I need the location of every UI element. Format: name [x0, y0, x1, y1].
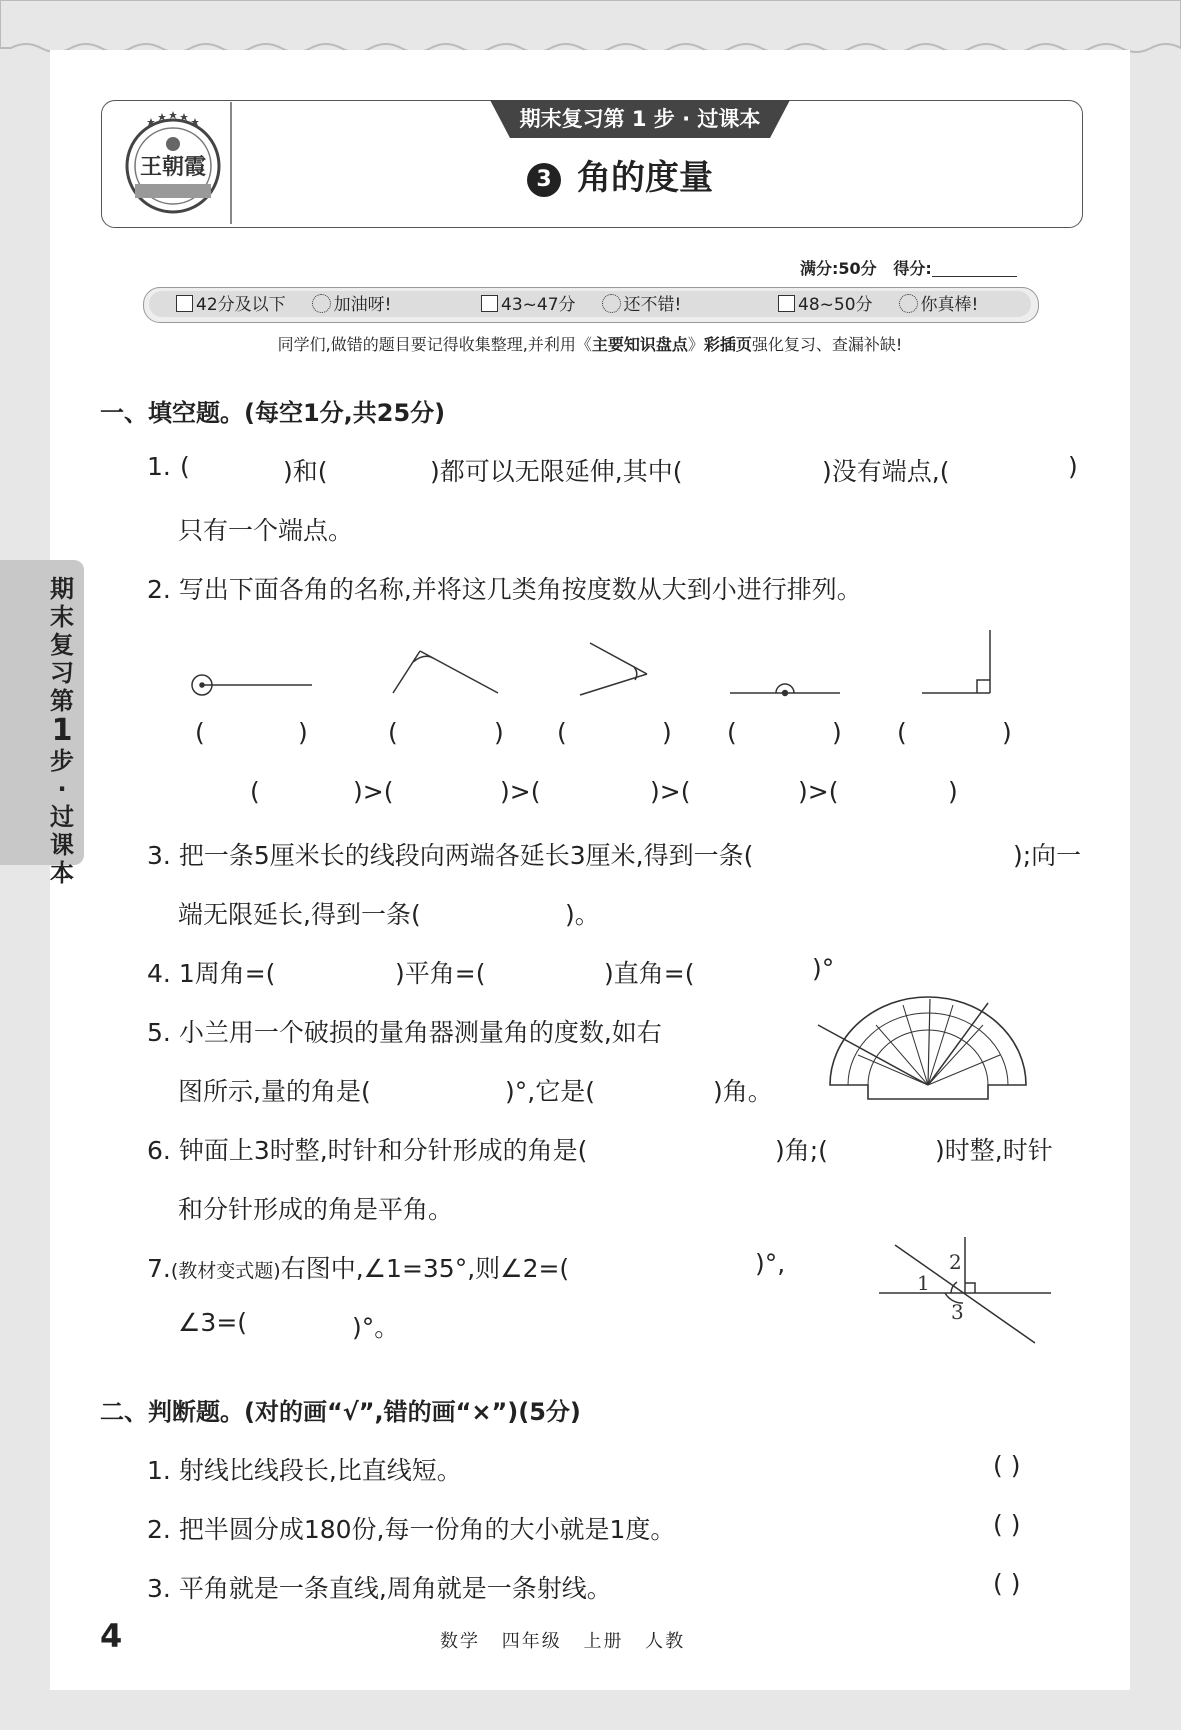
- q1-part: )都可以无限延伸,其中(: [430, 457, 683, 486]
- brand-logo-icon: [121, 108, 225, 218]
- q1-part: )没有端点,(: [822, 457, 950, 486]
- question-4: 4. 1周角=(: [147, 959, 276, 988]
- rating-range: 48~50分: [798, 295, 873, 315]
- question-3: 3. 把一条5厘米长的线段向两端各延长3厘米,得到一条(: [147, 841, 754, 870]
- title-number: 3: [527, 163, 561, 197]
- judge-blank[interactable]: ( ): [993, 1510, 1021, 1539]
- blank[interactable]: (: [388, 718, 398, 747]
- order-blank[interactable]: )>(: [650, 777, 691, 806]
- blank[interactable]: (: [195, 718, 205, 747]
- rating-msg: 还不错!: [623, 295, 682, 315]
- banner-text: 期末复习第 1 步 · 过课本: [519, 107, 761, 131]
- question-7: 7.(教材变式题)右图中,∠1=35°,则∠2=(: [147, 1254, 570, 1283]
- q6-line2: 和分针形成的角是平角。: [178, 1195, 454, 1224]
- checkbox[interactable]: [481, 295, 498, 312]
- q6-part: )时整,时针: [935, 1136, 1053, 1165]
- score-line: [800, 256, 1017, 279]
- section-heading: 二、判断题。(对的画“√”,错的画“×”)(5分): [100, 1398, 581, 1426]
- section-heading: 一、填空题。(每空1分,共25分): [100, 399, 446, 427]
- score-label: 得分:: [893, 259, 932, 278]
- rating-item: [778, 292, 978, 318]
- score-blank[interactable]: [932, 262, 1017, 277]
- q3-line2: 端无限延长,得到一条(: [178, 900, 421, 929]
- face-icon: [602, 294, 621, 313]
- judge-3: 3. 平角就是一条直线,周角就是一条射线。: [147, 1574, 612, 1603]
- rating-item: [176, 292, 391, 318]
- question-2: 2. 写出下面各角的名称,并将这几类角按度数从大到小进行排列。: [147, 575, 862, 604]
- paren: ): [494, 718, 504, 747]
- order-blank[interactable]: ): [948, 777, 958, 806]
- q3-end: );向一: [1013, 841, 1082, 870]
- checkbox[interactable]: [176, 295, 193, 312]
- blank[interactable]: (: [557, 718, 567, 747]
- q5-part: )°,它是(: [505, 1077, 595, 1106]
- footer-text: 数学 四年级 上册 人教: [440, 1631, 686, 1652]
- svg-text:王朝霞: 王朝霞: [139, 154, 207, 180]
- q4-part: )°: [812, 954, 835, 983]
- angle-figures: [180, 625, 1020, 710]
- page-title: [420, 150, 820, 199]
- q5-line2: 图所示,量的角是(: [178, 1077, 371, 1106]
- question-5: 5. 小兰用一个破损的量角器测量角的度数,如右: [147, 1018, 662, 1047]
- rating-item: [481, 292, 681, 318]
- face-icon: [899, 294, 918, 313]
- question-6: 6. 钟面上3时整,时针和分针形成的角是(: [147, 1136, 588, 1165]
- title-text: 角的度量: [577, 158, 713, 198]
- question-1: 1.: [147, 452, 171, 481]
- paren: ): [662, 718, 672, 747]
- q7-part: )°。: [352, 1313, 400, 1342]
- angle-label-3: 3: [951, 1300, 964, 1324]
- protractor-figure: [818, 995, 1038, 1105]
- rating-msg: 你真棒!: [920, 295, 979, 315]
- full-score: 满分:50分: [800, 259, 877, 278]
- notice-text: 同学们,做错的题目要记得收集整理,并利用《主要知识盘点》彩插页强化复习、查漏补缺!: [277, 335, 903, 354]
- checkbox[interactable]: [778, 295, 795, 312]
- angle-label-1: 1: [917, 1271, 930, 1295]
- rating-range: 43~47分: [501, 295, 576, 315]
- divider: [230, 102, 232, 224]
- order-blank[interactable]: )>(: [798, 777, 839, 806]
- q1-line1: (: [180, 452, 190, 481]
- side-tab-text: 期 末 复 习 第 1 步 · 过 课 本: [50, 575, 74, 887]
- rating-msg: 加油呀!: [333, 295, 392, 315]
- q1-part: )和(: [283, 457, 328, 486]
- order-blank[interactable]: )>(: [500, 777, 541, 806]
- q1-part: ): [1068, 452, 1078, 481]
- q4-part: )平角=(: [395, 959, 486, 988]
- q1-line2: 只有一个端点。: [178, 516, 354, 545]
- blank[interactable]: (: [897, 718, 907, 747]
- q7-line2: ∠3=(: [178, 1308, 248, 1337]
- judge-1: 1. 射线比线段长,比直线短。: [147, 1456, 462, 1485]
- question-tag: (教材变式题): [170, 1260, 281, 1282]
- paren: ): [1002, 718, 1012, 747]
- paren: ): [298, 718, 308, 747]
- judge-blank[interactable]: ( ): [993, 1569, 1021, 1598]
- angle-label-2: 2: [949, 1250, 962, 1274]
- face-icon: [312, 294, 331, 313]
- order-blank[interactable]: )>(: [353, 777, 394, 806]
- q7-part: )°,: [755, 1249, 786, 1278]
- q3-line2-end: )。: [565, 900, 600, 929]
- page-number: 4: [100, 1617, 123, 1655]
- q4-part: )直角=(: [604, 959, 695, 988]
- rating-range: 42分及以下: [196, 295, 286, 315]
- q5-part: )角。: [713, 1077, 773, 1106]
- blank[interactable]: (: [727, 718, 737, 747]
- judge-blank[interactable]: ( ): [993, 1451, 1021, 1480]
- q6-part: )角;(: [775, 1136, 828, 1165]
- judge-2: 2. 把半圆分成180份,每一份角的大小就是1度。: [147, 1515, 676, 1544]
- paren: ): [832, 718, 842, 747]
- order-blank[interactable]: (: [250, 777, 260, 806]
- intersecting-lines-figure: [875, 1233, 1055, 1348]
